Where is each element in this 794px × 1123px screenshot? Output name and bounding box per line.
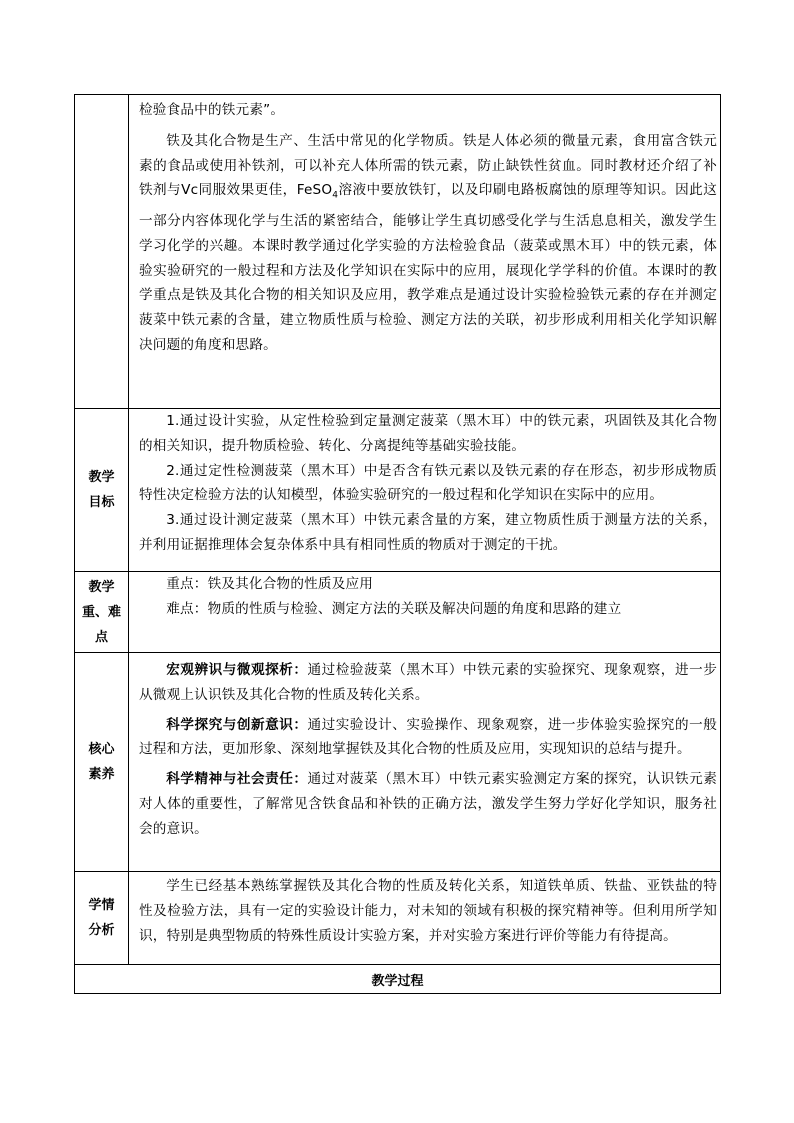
literacy-item-3: 科学精神与社会责任：通过对菠菜（黑木耳）中铁元素实验测定方案的探究，认识铁元素对人体的重要性，了解常见含铁食品和补铁的正确方法，激发学生努力学好化学知识，服务社会的意识。 xyxy=(139,771,717,837)
intro-continuation: 检验食品中的铁元素”。 xyxy=(139,102,285,118)
intro-paragraph: 铁及其化合物是生产、生活中常见的化学物质。铁是人体必须的微量元素，食用富含铁元素的食品或使用补铁剂，可以补充人体所需的铁元素，防止缺铁性贫血。同时教材还介绍了补铁剂与Vc同服效果更佳，FeSO$_4$溶液中要放铁钉，以及印刷电路板腐蚀的原理等知识。因此这一部分内容体现化学与生活的紧密结合，能够让学生真切感受化学与生活息息相关，激发学生学习化学的兴趣。本课时教学通过化学实验的方法检验食品（菠菜或黑木耳）中的铁元素，体验实验研究的一般过程和方法及化学知识在实际中的应用，展现化学学科的价值。本课时的教学重点是铁及其化合物的相关知识及应用，教学难点是通过设计实验检验铁元素的存在并测定菠菜中铁元素的含量，建立物质性质与检验、测定方法的关联，初步形成利用相关化学知识解决问题的角度和思路。 xyxy=(139,132,717,353)
process-heading-row xyxy=(75,965,721,994)
learner-analysis-text: 学生已经基本熟练掌握铁及其化合物的性质及转化关系，知道铁单质、铁盐、亚铁盐的特性及检验方法，具有一定的实验设计能力，对未知的领域有积极的探究精神等。但利用所学知识，特别是典型物质的特殊性质设计实验方案，并对实验方案进行评价等能力有待提高。 xyxy=(139,878,717,944)
core-literacy-row xyxy=(75,653,721,872)
key-points-label: 教学 重、难 点 xyxy=(75,572,129,653)
literacy-item-2: 科学探究与创新意识：通过实验设计、实验操作、现象观察，进一步体验实验探究的一般过程和方法，更加形象、深刻地掌握铁及其化合物的性质及应用，实现知识的总结与提升。 xyxy=(139,716,717,758)
objectives-label: 教学 目标 xyxy=(75,409,129,572)
intro-row xyxy=(75,95,721,409)
lesson-plan-table xyxy=(74,94,721,994)
objective-item-1: 1.通过设计实验，从定性检验到定量测定菠菜（黑木耳）中的铁元素，巩固铁及其化合物的相关知识，提升物质检验、转化、分离提纯等基础实验技能。 xyxy=(139,413,717,454)
key-point-difficulty: 难点：物质的性质与检验、测定方法的关联及解决问题的角度和思路的建立 xyxy=(166,600,622,617)
learner-analysis-label: 学情 分析 xyxy=(75,872,129,965)
intro-content-cell xyxy=(129,95,721,409)
learner-analysis-row xyxy=(75,872,721,965)
objective-item-2: 2.通过定性检测菠菜（黑木耳）中是否含有铁元素以及铁元素的存在形态，初步形成物质特性决定检验方法的认知模型，体验实验研究的一般过程和化学知识在实际中的应用。 xyxy=(139,462,717,504)
intro-label-cell xyxy=(75,95,129,409)
objectives-row xyxy=(75,409,721,572)
objective-item-3: 3.通过设计测定菠菜（黑木耳）中铁元素含量的方案，建立物质性质于测量方法的关系，并利用证据推理体会复杂体系中具有相同性质的物质对于测定的干扰。 xyxy=(139,512,717,553)
key-point-focus: 重点：铁及其化合物的性质及应用 xyxy=(166,576,374,592)
learner-analysis-content xyxy=(129,872,721,965)
process-heading: 教学过程 xyxy=(75,965,721,994)
literacy-item-1: 宏观辨识与微观探析：通过检验菠菜（黑木耳）中铁元素的实验探究、现象观察，进一步从微观上认识铁及其化合物的性质及转化关系。 xyxy=(139,662,717,703)
core-literacy-label: 核心 素养 xyxy=(75,653,129,872)
key-points-content xyxy=(129,572,721,653)
key-points-row xyxy=(75,572,721,653)
objectives-content xyxy=(129,409,721,572)
core-literacy-content xyxy=(129,653,721,872)
